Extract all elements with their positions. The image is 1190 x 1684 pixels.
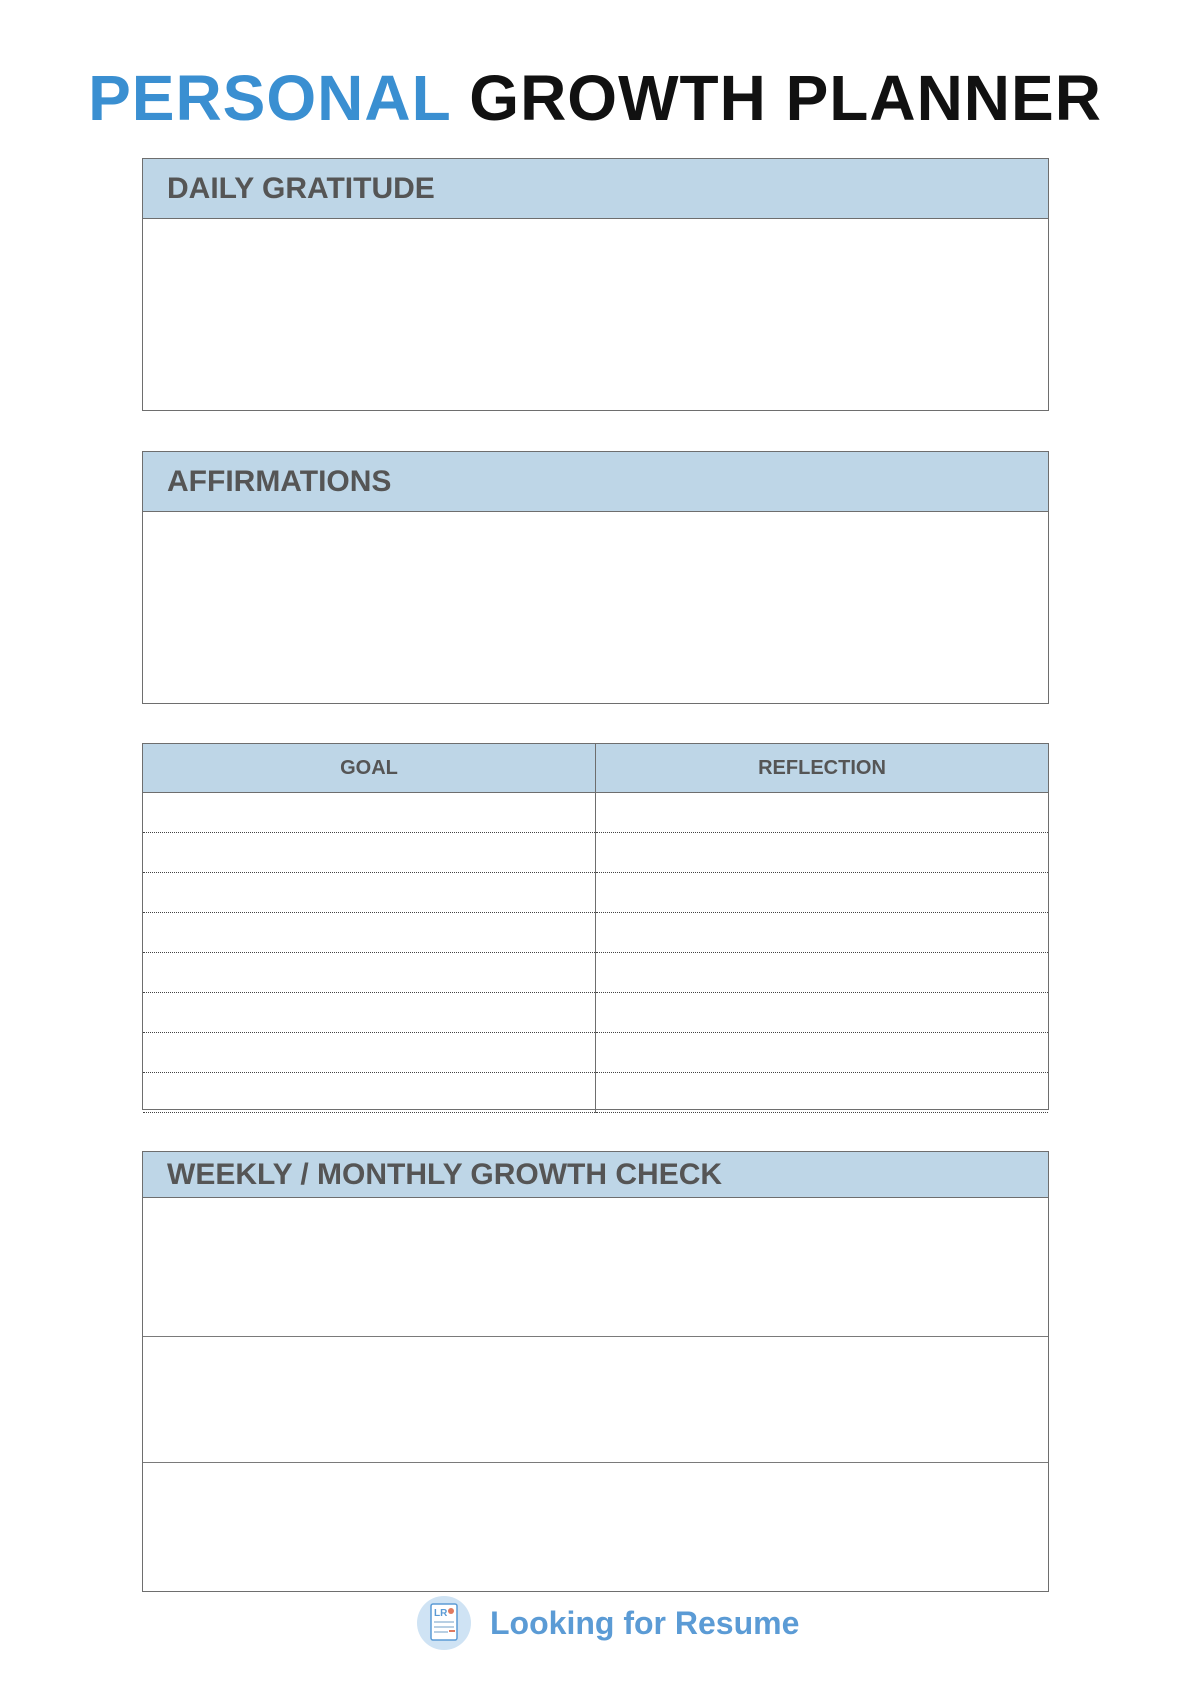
affirmations-writing-area[interactable] [143,512,1048,702]
gratitude-section [142,158,1049,411]
growth-check-panel-2[interactable] [143,1337,1048,1463]
page-title [0,58,1190,138]
table-row [143,993,1048,1033]
goal-cell[interactable] [143,1073,596,1113]
table-row [143,1033,1048,1073]
affirmations-heading: AFFIRMATIONS [143,452,1048,512]
goal-cell[interactable] [143,993,596,1033]
table-header-row [143,744,1048,793]
goal-cell[interactable] [143,953,596,993]
table-row [143,913,1048,953]
reflection-cell[interactable] [596,873,1049,913]
table-row [143,873,1048,913]
gratitude-heading: DAILY GRATITUDE [143,159,1048,219]
goal-cell[interactable] [143,873,596,913]
table-row [143,833,1048,873]
table-row [143,1073,1048,1113]
goals-table-body [143,793,1048,1113]
goals-table-section [142,743,1049,1110]
growth-check-panel-1[interactable] [143,1198,1048,1337]
resume-logo-icon [416,1595,472,1651]
title-accent: PERSONAL [88,62,451,134]
reflection-cell[interactable] [596,833,1049,873]
logo-letters: LR [434,1608,448,1619]
footer-brand [416,1595,799,1651]
goals-table [143,744,1048,1113]
goal-cell[interactable] [143,913,596,953]
affirmations-section [142,451,1049,704]
reflection-cell[interactable] [596,913,1049,953]
reflection-cell[interactable] [596,1033,1049,1073]
reflection-cell[interactable] [596,953,1049,993]
goal-cell[interactable] [143,793,596,833]
title-rest: GROWTH PLANNER [469,62,1102,134]
reflection-column-header: REFLECTION [596,744,1049,793]
growth-check-section [142,1151,1049,1592]
reflection-cell[interactable] [596,1073,1049,1113]
growth-check-heading: WEEKLY / MONTHLY GROWTH CHECK [143,1152,1048,1198]
reflection-cell[interactable] [596,793,1049,833]
gratitude-writing-area[interactable] [143,219,1048,409]
table-row [143,793,1048,833]
brand-name: Looking for Resume [490,1604,800,1641]
growth-check-panel-3[interactable] [143,1463,1048,1587]
goal-cell[interactable] [143,833,596,873]
table-row [143,953,1048,993]
goal-cell[interactable] [143,1033,596,1073]
goal-column-header: GOAL [143,744,596,793]
reflection-cell[interactable] [596,993,1049,1033]
